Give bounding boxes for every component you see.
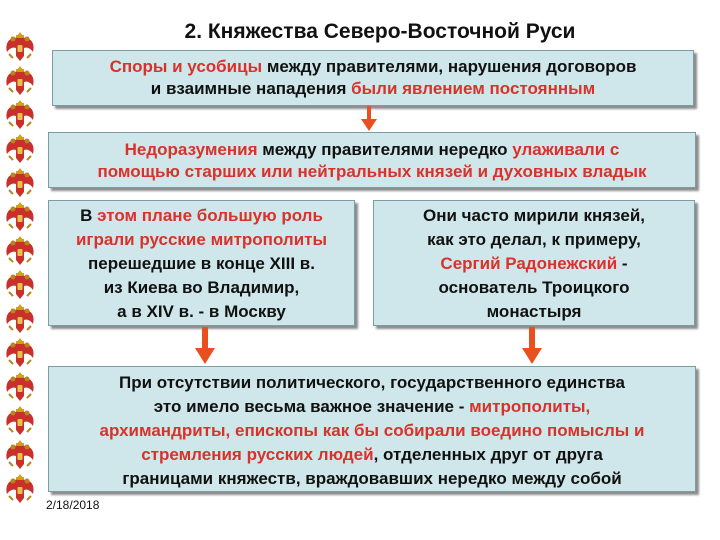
highlight-text: были явлением постоянным: [351, 79, 596, 98]
box-line: [49, 371, 695, 395]
box-line: [49, 252, 354, 276]
highlight-text: Недоразумения: [124, 140, 258, 159]
box-line: [49, 300, 354, 324]
box-disputes: [52, 50, 694, 106]
box-significance: [48, 366, 696, 492]
highlight-text: улаживали с: [512, 140, 620, 159]
box-line: [374, 276, 694, 300]
double-headed-eagle-icon: [4, 404, 36, 438]
box-line: [49, 276, 354, 300]
double-headed-eagle-icon: [4, 98, 36, 132]
double-headed-eagle-icon: [4, 64, 36, 98]
body-text: и взаимные нападения: [150, 79, 352, 98]
box-settlement: [48, 132, 696, 188]
box-line: [49, 443, 695, 467]
body-text: основатель Троицкого: [438, 278, 630, 297]
box-line: [374, 228, 694, 252]
double-headed-eagle-icon: [4, 438, 36, 472]
highlight-text: стремления русских людей: [141, 445, 374, 464]
box-line: [53, 56, 693, 78]
box-line: [53, 78, 693, 100]
slide-date: 2/18/2018: [46, 498, 100, 512]
body-text: перешедшие в конце XIII в.: [88, 254, 315, 273]
eagle-column: [0, 0, 40, 540]
body-text: Они часто мирили князей,: [422, 206, 646, 225]
double-headed-eagle-icon: [4, 336, 36, 370]
box-line: [49, 467, 695, 491]
arrow-down-icon: [361, 106, 377, 132]
body-text: а в XIV в. - в Москву: [117, 302, 286, 321]
box-line: [374, 300, 694, 324]
box-line: [49, 228, 354, 252]
highlight-text: играли русские митрополиты: [75, 230, 328, 249]
double-headed-eagle-icon: [4, 132, 36, 166]
box-metropolitans: [48, 200, 355, 326]
box-line: [49, 139, 695, 161]
body-text: как это делал, к примеру,: [427, 230, 641, 249]
highlight-text: архимандриты, епископы как бы собирали воедино помыслы и: [99, 421, 645, 440]
body-text: это имело весьма важное значение -: [153, 397, 470, 416]
body-text: При отсутствии политического, государственного единства: [119, 373, 625, 392]
double-headed-eagle-icon: [4, 472, 36, 506]
highlight-text: Споры и усобицы: [109, 57, 263, 76]
box-sergius: [373, 200, 695, 326]
arrow-down-icon: [195, 327, 215, 365]
box-line: [49, 419, 695, 443]
box-line: [374, 204, 694, 228]
body-text: границами княжеств, враждовавших нередко между собой: [122, 469, 622, 488]
double-headed-eagle-icon: [4, 234, 36, 268]
double-headed-eagle-icon: [4, 200, 36, 234]
box-line: [374, 252, 694, 276]
double-headed-eagle-icon: [4, 30, 36, 64]
box-line: [49, 161, 695, 183]
body-text: монастыря: [486, 302, 582, 321]
arrow-down-icon: [522, 327, 542, 365]
highlight-text: митрополиты,: [469, 397, 591, 416]
double-headed-eagle-icon: [4, 166, 36, 200]
slide-title: 2. Княжества Северо-Восточной Руси: [184, 20, 576, 43]
double-headed-eagle-icon: [4, 268, 36, 302]
box-line: [49, 204, 354, 228]
double-headed-eagle-icon: [4, 370, 36, 404]
body-text: из Киева во Владимир,: [103, 278, 300, 297]
highlight-text: помощью старших или нейтральных князей и духовных владык: [97, 162, 647, 181]
body-text: между правителями нередко: [257, 140, 513, 159]
body-text: , отделенных друг от друга: [373, 445, 603, 464]
box-line: [49, 395, 695, 419]
body-text: В: [80, 206, 98, 225]
body-text: между правителями, нарушения договоров: [262, 57, 637, 76]
highlight-text: Сергий Радонежский: [440, 254, 618, 273]
double-headed-eagle-icon: [4, 302, 36, 336]
body-text: -: [617, 254, 628, 273]
highlight-text: этом плане большую роль: [97, 206, 323, 225]
